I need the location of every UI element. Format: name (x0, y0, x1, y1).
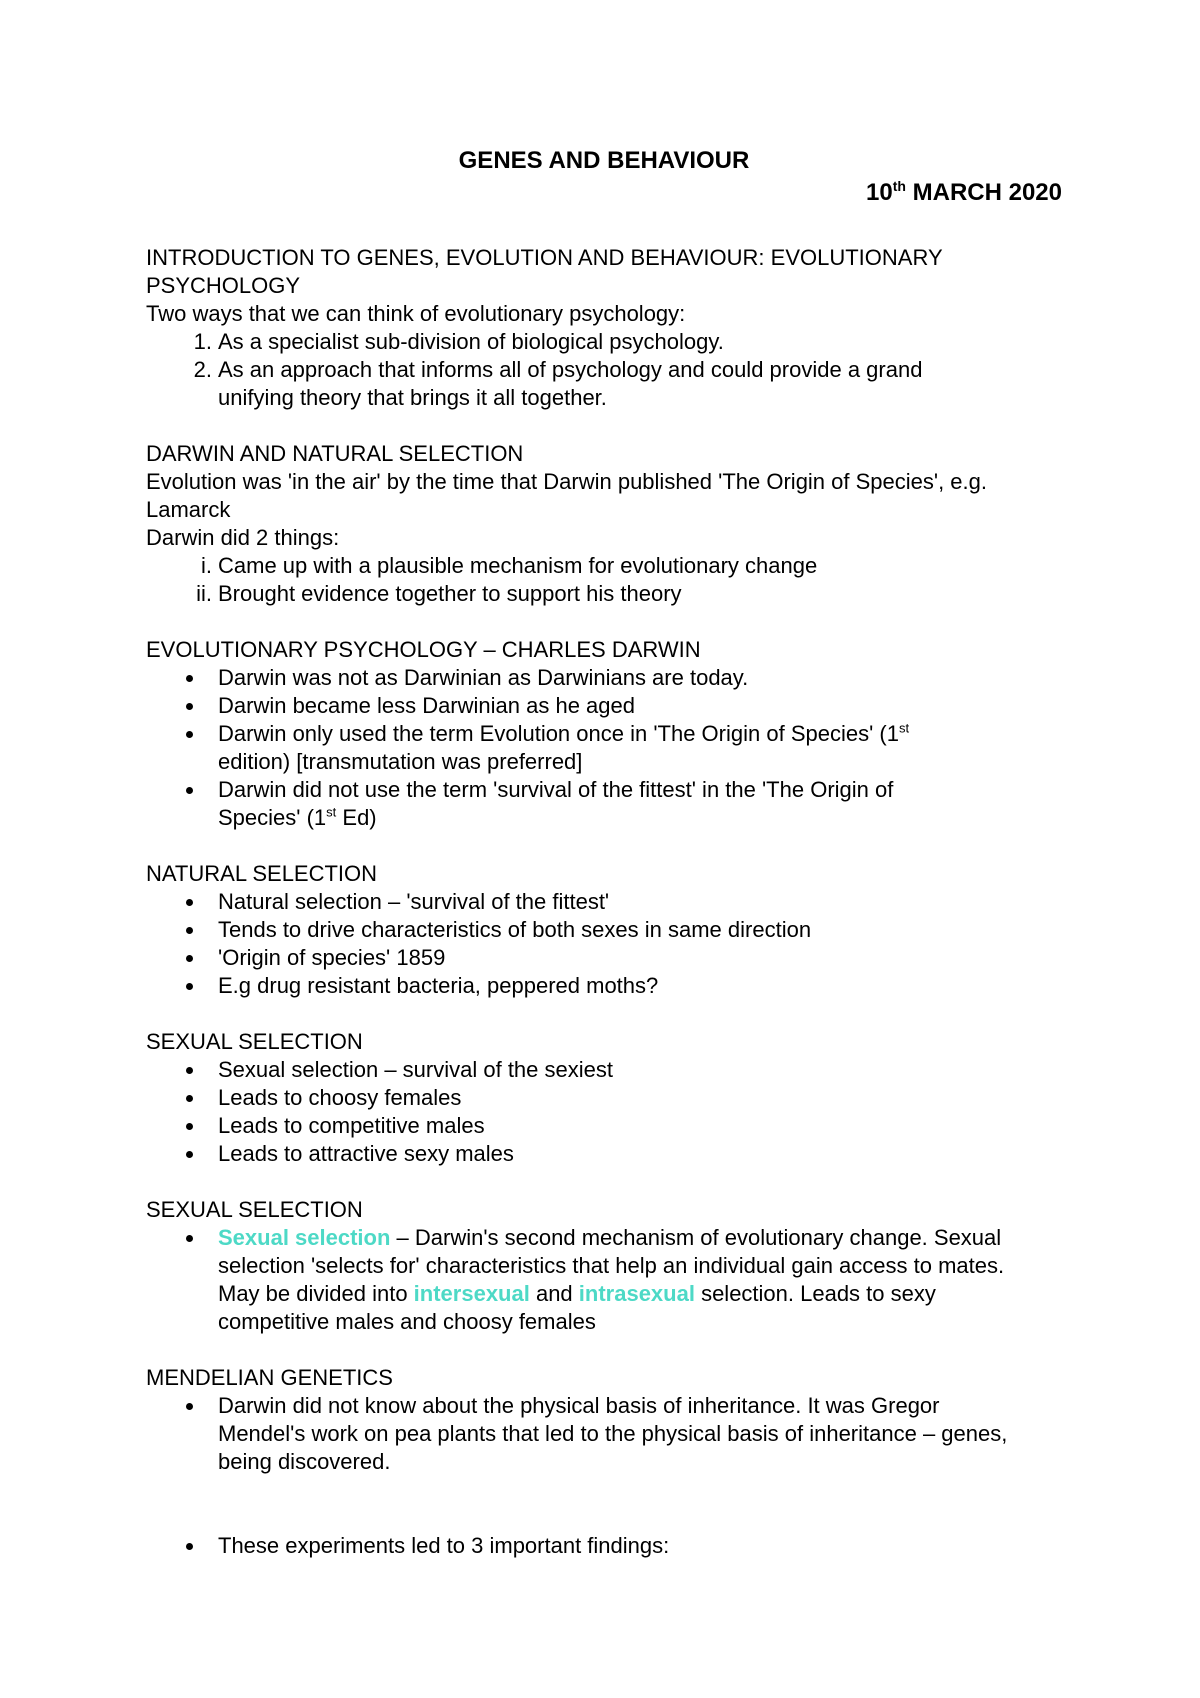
bullet-icon (186, 899, 193, 906)
section-heading-natural: NATURAL SELECTION (146, 861, 378, 886)
list-item: 2. As an approach that informs all of psychology and could provide a grand unifying theory that brings it all together. (193, 357, 923, 410)
list-item: Leads to choosy females (146, 1084, 1066, 1112)
list-item: Sexual selection – survival of the sexiest (146, 1056, 1066, 1084)
mendel-list (146, 1392, 1066, 1476)
list-item: Darwin only used the term Evolution once in 'The Origin of Species' (1st edition) [transmutation was preferred] (146, 720, 978, 776)
highlighted-term: intrasexual (578, 1281, 695, 1306)
list-item: 1. As a specialist sub-division of biological psychology. (193, 329, 724, 354)
list-item: Tends to drive characteristics of both sexes in same direction (146, 916, 1066, 944)
natural-list (146, 888, 1066, 1000)
bullet-icon (186, 787, 193, 794)
page-title: GENES AND BEHAVIOUR (458, 147, 750, 174)
bullet-icon (186, 1235, 193, 1242)
bullet-icon (186, 731, 193, 738)
darwin-paragraph: Evolution was 'in the air' by the time that Darwin published 'The Origin of Species', e.g. Lamarck (146, 469, 988, 522)
bullet-icon (186, 1067, 193, 1074)
sexual-list (146, 1056, 1066, 1168)
list-item: Sexual selection – Darwin's second mechanism of evolutionary change. Sexual selection 'selects for' characteristics that help an individual gain access to mates. May be divided into intersexual and intrasexual selection. Leads to sexy competitive males and choosy females (146, 1224, 1008, 1336)
darwin-lead: Darwin did 2 things: (146, 525, 340, 550)
bullet-icon (186, 703, 193, 710)
bullet-icon (186, 955, 193, 962)
bullet-icon (186, 983, 193, 990)
list-item: These experiments led to 3 important findings: (146, 1532, 1066, 1560)
section-heading-sexual: SEXUAL SELECTION (146, 1029, 363, 1054)
bullet-icon (186, 927, 193, 934)
list-item: Darwin was not as Darwinian as Darwinians are today. (146, 664, 1066, 692)
bullet-icon (186, 1151, 193, 1158)
section-heading-intro-cont: PSYCHOLOGY (146, 273, 301, 298)
intro-lead: Two ways that we can think of evolutionary psychology: (146, 301, 686, 326)
document-date: 10th MARCH 2020 (866, 178, 1062, 206)
bullet-icon (186, 1543, 193, 1550)
bullet-icon (186, 1403, 193, 1410)
highlighted-term: intersexual (413, 1281, 530, 1306)
document-body (146, 244, 1066, 1560)
section-heading-mendel: MENDELIAN GENETICS (146, 1365, 393, 1390)
list-item: Natural selection – 'survival of the fittest' (146, 888, 1066, 916)
list-item: E.g drug resistant bacteria, peppered moths? (146, 972, 1066, 1000)
section-heading-darwin: DARWIN AND NATURAL SELECTION (146, 441, 524, 466)
intro-list (146, 328, 1066, 412)
list-item: i. Came up with a plausible mechanism for evolutionary change (201, 553, 818, 578)
bullet-icon (186, 1123, 193, 1130)
list-item: ii. Brought evidence together to support his theory (196, 581, 682, 606)
mendel-list-2 (146, 1532, 1066, 1560)
list-item: Leads to attractive sexy males (146, 1140, 1066, 1168)
darwin-list (146, 552, 1066, 608)
section-heading-sexual-2: SEXUAL SELECTION (146, 1197, 363, 1222)
list-item: Darwin did not use the term 'survival of the fittest' in the 'The Origin of Species' (1st Ed) (146, 776, 978, 832)
bullet-icon (186, 1095, 193, 1102)
list-item: Darwin did not know about the physical basis of inheritance. It was Gregor Mendel's work on pea plants that led to the physical basis of inheritance – genes, being discovered. (146, 1392, 1008, 1476)
list-item: Darwin became less Darwinian as he aged (146, 692, 1066, 720)
list-item: Leads to competitive males (146, 1112, 1066, 1140)
evo-psych-list (146, 664, 1066, 832)
section-heading-intro: INTRODUCTION TO GENES, EVOLUTION AND BEHAVIOUR: EVOLUTIONARY (146, 245, 943, 270)
section-heading-evo-psych: EVOLUTIONARY PSYCHOLOGY – CHARLES DARWIN (146, 637, 701, 662)
highlighted-term: Sexual selection (218, 1225, 391, 1250)
sexual-2-list (146, 1224, 1066, 1336)
bullet-icon (186, 675, 193, 682)
list-item: 'Origin of species' 1859 (146, 944, 1066, 972)
